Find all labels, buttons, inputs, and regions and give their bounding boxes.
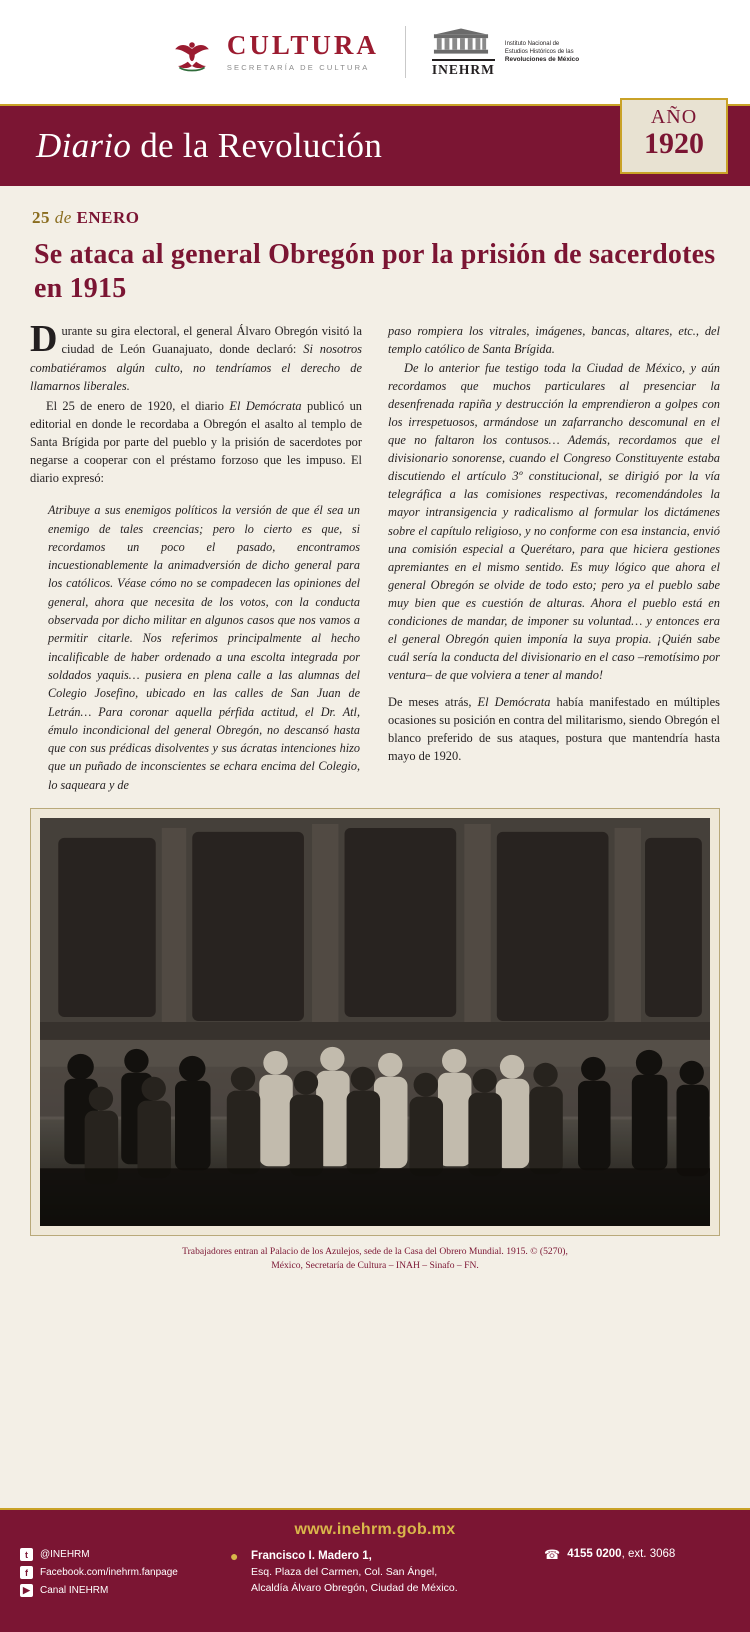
blockquote-right-p1: paso rompiera los vitrales, imágenes, bancas, altares, etc., del templo católico de Santa Brígida. <box>388 324 720 357</box>
year-value: 1920 <box>644 127 704 160</box>
website-link[interactable]: www.inehrm.gob.mx <box>294 1521 456 1538</box>
photo-caption <box>60 1245 690 1273</box>
social-link-twitter[interactable] <box>20 1548 220 1561</box>
social-link-facebook[interactable] <box>20 1566 220 1579</box>
location-pin-icon: ● <box>230 1548 239 1564</box>
paragraph-closing <box>388 693 720 765</box>
eagle-emblem-icon <box>171 31 213 73</box>
article-headline: Se ataca al general Obregón por la prisión de sacerdotes en 1915 <box>34 239 716 305</box>
paragraph-second-a: El 25 de enero de 1920, el diario <box>46 398 230 413</box>
article-columns <box>30 318 720 794</box>
paragraph-intro-quote: Si nosotros combatiéramos algún culto, no tendríamos el derecho de llamarnos liberales. <box>30 342 362 393</box>
social-links <box>20 1548 220 1602</box>
newspaper-name: El Demócrata <box>229 398 302 413</box>
newspaper-name-closing: El Demócrata <box>477 694 551 709</box>
article-column-left <box>30 318 362 794</box>
site-footer <box>0 1508 750 1632</box>
social-label-twitter: @INEHRM <box>40 1549 90 1560</box>
inehrm-fullname-line1: Instituto Nacional de <box>504 40 560 47</box>
dateline-month: ENERO <box>76 208 140 227</box>
article-dateline <box>32 208 720 228</box>
paragraph-second-b: publicó un editorial en donde le recordaba a Obregón el asalto al templo de Santa Brígida por parte del pueblo y la prisión de sacerdotes por negarse a cooperar con el préstamo forzoso que les impuso. El diario expresó: <box>30 398 362 486</box>
address-line3: Alcaldía Álvaro Obregón, Ciudad de México. <box>251 1581 458 1594</box>
address-block <box>220 1548 540 1602</box>
paragraph-closing-a: De meses atrás, <box>388 694 478 709</box>
inehrm-fullname <box>505 40 579 65</box>
inehrm-wordmark: INEHRM <box>432 59 495 77</box>
cultura-title: CULTURA <box>226 30 379 61</box>
blockquote-right <box>388 322 720 684</box>
article-column-right <box>388 322 720 794</box>
youtube-icon: ▶ <box>20 1584 33 1597</box>
phone-icon: ☎ <box>544 1547 561 1562</box>
paragraph-intro <box>30 318 362 394</box>
phone-extension: , ext. 3068 <box>621 1548 676 1560</box>
inehrm-fullname-line3: Revoluciones de México <box>504 55 580 63</box>
address-line2: Esq. Plaza del Carmen, Col. San Ángel, <box>251 1566 438 1579</box>
phone-block <box>540 1548 730 1602</box>
photo-caption-line2: México, Secretaría de Cultura – INAH – Sinafo – FN. <box>271 1259 479 1271</box>
social-label-facebook: Facebook.com/inehrm.fanpage <box>40 1567 178 1578</box>
blockquote-right-p2: De lo anterior fue testigo toda la Ciudad de México, y aún recordamos que muchos particulares al presenciar la desenfrenada rapiña y destrucción la emprendieron a golpes con los irrespetuosos, armándose un zafarrancho descomunal en el que no faltaron los contusos… Además, recordamos que el divisionario sonorense, cuando el Congreso Constituyente estaba discutiendo el artículo 3º constitucional, se dirigió por la vía telegráfica a las comisiones respectivas, recomendándoles la mayor intransigencia y radicalismo al formular los dictámenes sobre el capítulo religioso, y no conforme con esa instancia, envió una comisión especial a Querétaro, para que hiciera gestiones apremiantes en el mismo sentido. Es muy lógico que ahora el general Obregón se olvide de todo esto; pero ya el pueblo sabe muy bien que es cuestión de alturas. Ahora el pueblo está en condiciones de mandar, de imponer su voluntad… y entonces era el general Obregón quien imponía la suya propia. ¡Quién sabe cuál sería la conducta del divisionario en el caso –remotísimo por ventura– de que volviera a tener al mando! <box>388 360 720 683</box>
footer-columns <box>0 1539 750 1602</box>
dateline-de: de <box>54 208 72 227</box>
paragraph-closing-b: había manifestado en múltiples ocasiones su posición en contra del militarismo, siendo Obregón el blanco preferido de sus ataques, postura que mantendría hasta mayo de 1920. <box>388 694 720 763</box>
year-label: AÑO <box>650 106 698 128</box>
cultura-subtitle: SECRETARÍA DE CULTURA <box>226 63 370 73</box>
article-page <box>0 186 750 794</box>
cultura-logo <box>171 31 405 73</box>
blockquote-left-text: Atribuye a sus enemigos políticos la versión de que él sea un enemigo de tales creencias; pero lo cierto es que, si recordamos un poco el pasado, encontramos incuestionablemente la animadversión de dicho general para los católicos. Véase cómo no se compadecen las opiniones del general, ahora que necesita de los votos, con la conducta observada por dicho militar en algunos casos que nos vamos a permitir citarle. Nos referimos principalmente al hecho incalificable de haber ordenado a una escolta integrada por soldados yaquis… pusiera en plena calle a las alumnas del Colegio Josefino, ubicado en las calles de San Juan de Letrán… Para coronar aquella pérfida actitud, el Dr. Atl, émulo incondicional del general Obregón, no descansó hasta que con sus prédicas disolventes y sus ácratas intenciones hizo que un puñado de inconscientes se echara encima del Colegio, lo saqueara y de <box>48 503 360 792</box>
inehrm-logo <box>406 27 579 77</box>
paragraph-intro-text: urante su gira electoral, el general Álvaro Obregón visitó la ciudad de León Guanajuato, donde declaró: <box>61 324 362 357</box>
masthead-banner <box>0 104 750 186</box>
address-line1: Francisco I. Madero 1, <box>251 1550 372 1562</box>
photo-caption-line1: Trabajadores entran al Palacio de los Azulejos, sede de la Casa del Obrero Mundial. 1915. © (5270), <box>182 1246 568 1258</box>
dropcap: D <box>30 318 58 361</box>
phone-number: 4155 0200 <box>567 1548 622 1560</box>
logo-bar <box>0 0 750 104</box>
year-badge <box>620 98 728 174</box>
social-link-youtube[interactable] <box>20 1584 220 1597</box>
inehrm-fullname-line2: Estudios Históricos de las <box>504 48 574 55</box>
building-icon <box>432 27 490 57</box>
historic-photo <box>40 818 710 1226</box>
dateline-day: 25 <box>32 208 50 227</box>
photo-illustration <box>40 818 710 1226</box>
blockquote-left <box>30 501 362 794</box>
masthead-title-italic: Diario <box>36 126 132 165</box>
facebook-icon: f <box>20 1566 33 1579</box>
masthead-title <box>0 126 382 166</box>
photo-frame <box>30 808 720 1236</box>
masthead-title-rest: de la Revolución <box>131 126 383 165</box>
social-label-youtube: Canal INEHRM <box>40 1585 109 1596</box>
paragraph-second <box>30 397 362 488</box>
twitter-icon: t <box>20 1548 33 1561</box>
